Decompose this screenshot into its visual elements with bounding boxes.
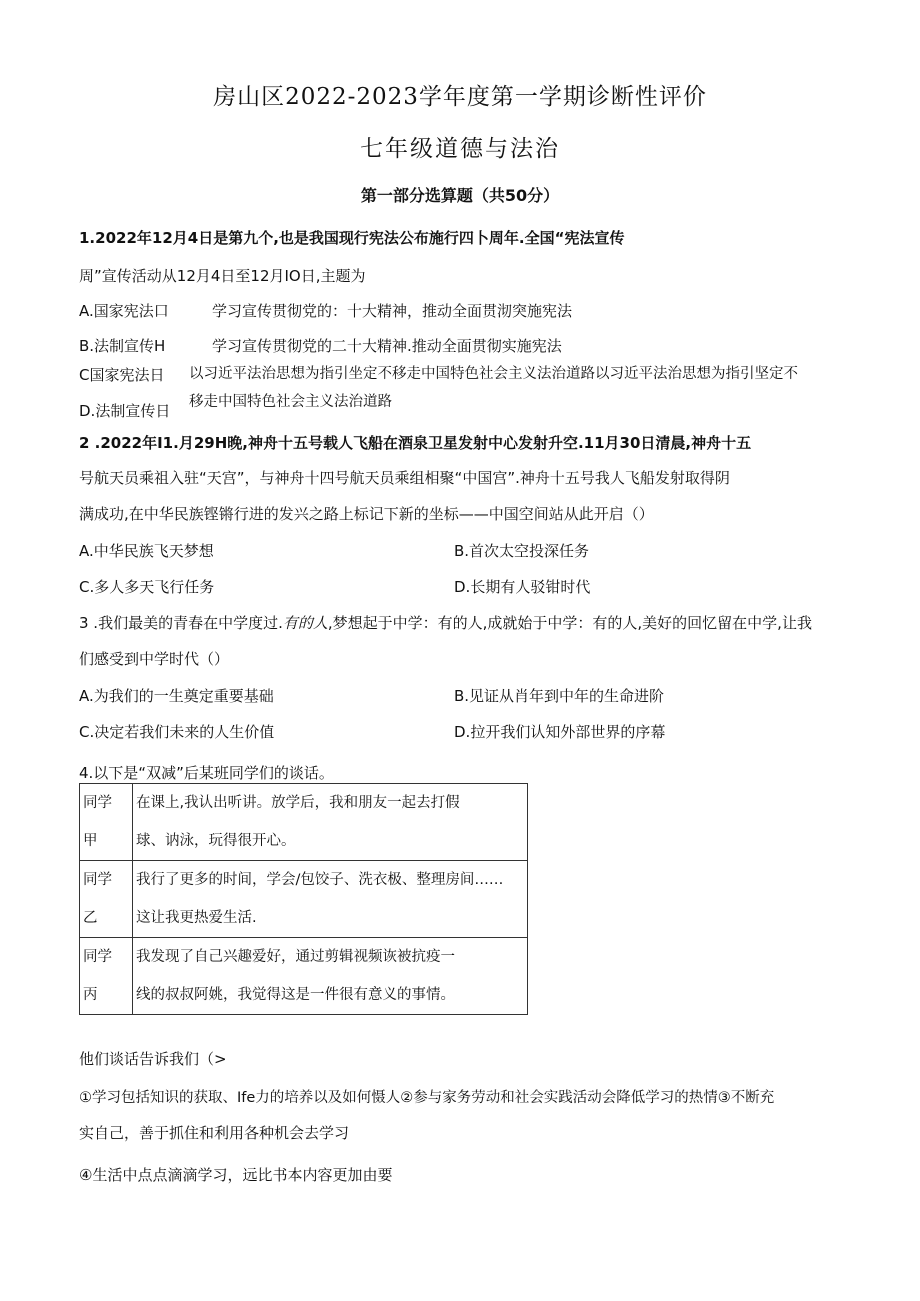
q2-option-b[interactable]: B.首次太空投深任务 [454,542,590,560]
q1-option-d-label[interactable]: D.法制宣传日 [79,402,171,420]
q1-option-a-label[interactable]: A.国家宪法口 [79,302,169,320]
statement-cell [133,861,528,938]
statement-cell [133,784,528,861]
q2-stem-line1: 2 .2022年I1.月29H晚,神舟十五号载人飞船在酒泉卫星发射中心发射升空.11月30日清晨,神舟十五 [79,434,752,452]
q4-question: 他们谈话告诉我们（> [79,1050,227,1068]
statement-line: 线的叔叔阿姚，我觉得这是一件很有意义的事情。 [136,987,455,1003]
statement-cell [133,938,528,1015]
speaker-cell [80,784,133,861]
q3-stem-italic: 有的人 [282,614,328,632]
q1-option-b-text: 学习宣传贯彻党的二十大精神.推动全面贯彻实施宪法 [212,337,562,355]
q4-conversation-table [79,783,528,1015]
table-row [80,861,528,938]
q4-statement-1-3-line1: ①学习包括知识的获取、Ife力的培养以及如何慑人②参与家务劳动和社会实践活动会降低学习的热情③不断充 [79,1090,775,1106]
q3-stem-line1 [79,612,812,633]
speaker-label: 甲 [83,833,98,849]
q4-statement-1-3-line2: 实自己，善于抓住和利用各种机会去学习 [79,1124,350,1142]
statement-line: 在课上,我认出听讲。放学后，我和朋友一起去打假 [136,795,460,811]
q2-option-c[interactable]: C.多人多天飞行任务 [79,578,215,596]
q3-option-a[interactable]: A.为我们的一生奠定重要基础 [79,687,274,705]
q2-option-d[interactable]: D.长期有人驳钳时代 [454,578,591,596]
q3-option-c[interactable]: C.决定若我们未来的人生价值 [79,723,275,741]
speaker-label: 同学 [83,872,112,888]
table-row [80,784,528,861]
q1-option-a-text: 学习宣传贯彻党的：十大精神，推动全面贯沏突施宪法 [212,302,573,320]
q1-option-d-text: 移走中国特色社会主义法治道路 [189,394,392,410]
statement-line: 球、讷泳，玩得很开心。 [136,833,296,849]
q3-option-d[interactable]: D.拉开我们认知外部世界的序幕 [454,723,666,741]
subject-title: 七年级道德与法治 [360,136,560,162]
q3-stem-part1: 3 .我们最美的青春在中学度过. [79,614,283,632]
speaker-label: 同学 [83,949,112,965]
q3-stem-part2: ,梦想起于中学：有的人,成就始于中学：有的人,美好的回忆留在中学,让我 [327,614,812,632]
q2-stem-line2: 号航天员乘祖入驻“天宫”，与神舟十四号航天员乘组相聚“中国宫”.神舟十五号我人飞船发射取得阴 [79,469,730,487]
section-heading: 第一部分选算题（共50分） [360,186,560,205]
statement-line: 我发现了自己兴趣爱好，通过剪辑视频诙被抗疫一 [136,949,455,965]
statement-line: 我行了更多的时间，学会/包饺子、洗衣极、整理房间…… [136,872,504,888]
q4-intro: 4.以下是“双减”后某班同学们的谈话。 [79,764,334,782]
q1-option-c-text: 以习近平法治思想为指引坐定不移走中国特色社会主义法治道路以习近平法治思想为指引坚定不 [189,366,798,382]
q2-stem-line3: 满成功,在中华民族铿锵行进的发兴之路上标记下新的坐标——中国空间站从此开启（） [79,505,654,523]
table-row [80,938,528,1015]
speaker-label: 丙 [83,987,98,1003]
q3-stem-line2: 们感受到中学时代（） [79,650,230,668]
exam-title: 房山区2022-2023学年度第一学期诊断性评价 [213,84,707,110]
speaker-label: 同学 [83,795,112,811]
speaker-cell [80,938,133,1015]
q1-stem-line2: 周”宣传活动从12月4日至12月IO日,主题为 [79,267,366,285]
speaker-label: 乙 [83,910,98,926]
q4-statement-4: ④生活中点点滴滴学习，远比书本内容更加由要 [79,1166,393,1184]
q1-option-c-label[interactable]: C国家宪法日 [79,366,165,384]
q1-option-b-label[interactable]: B.法制宣传H [79,337,166,355]
q2-option-a[interactable]: A.中华民族飞天梦想 [79,542,214,560]
statement-line: 这让我更热爱生活. [136,910,257,926]
q3-option-b[interactable]: B.见证从肖年到中年的生命进阶 [454,687,665,705]
speaker-cell [80,861,133,938]
q1-stem-line1: 1.2022年12月4日是第九个,也是我国现行宪法公布施行四卜周年.全国“宪法宣传 [79,229,625,247]
